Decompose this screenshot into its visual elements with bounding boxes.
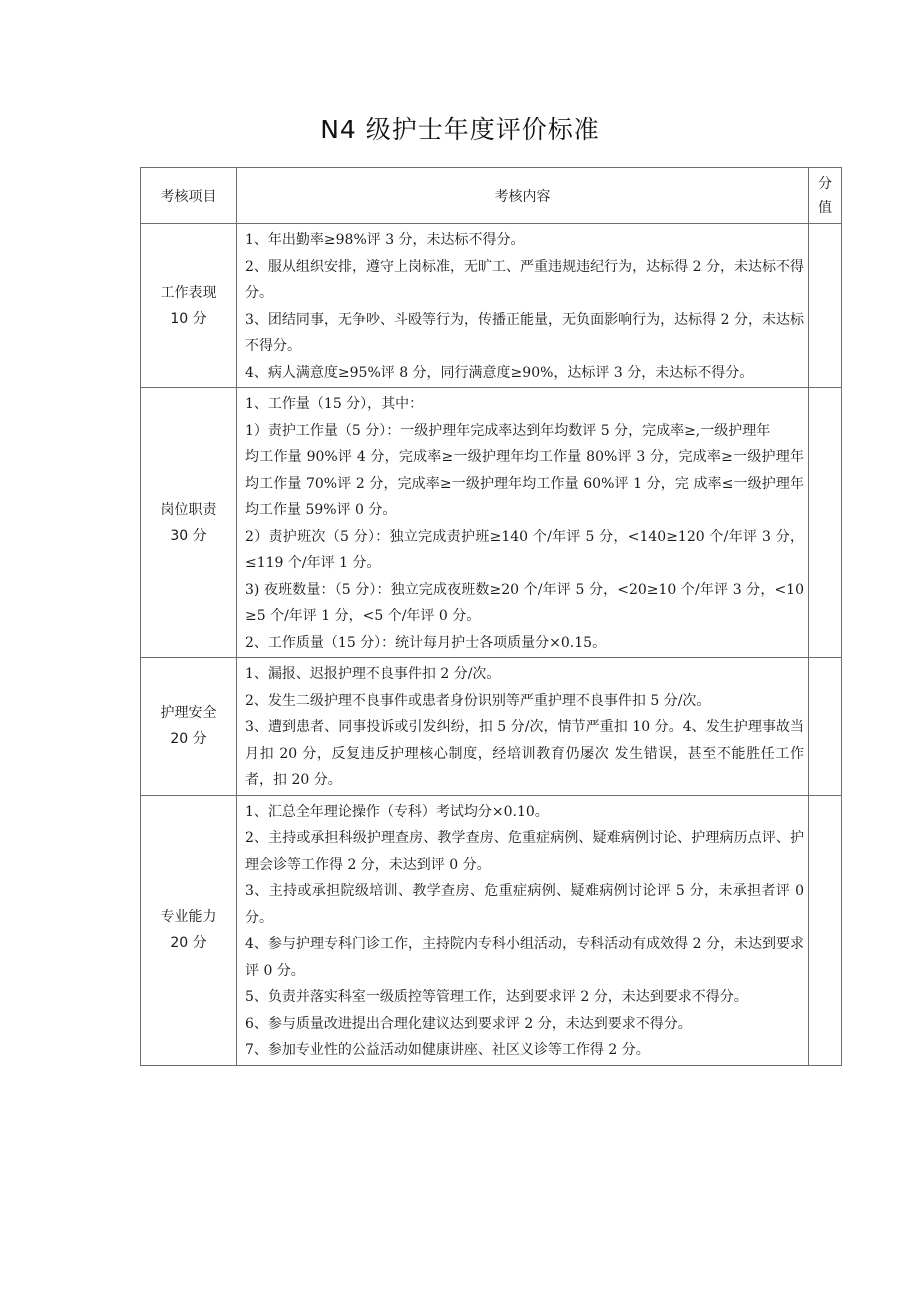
item-cell [141,388,237,658]
content-cell [237,224,809,388]
content-cell [237,658,809,796]
criteria-line: 3、遭到患者、同事投诉或引发纠纷，扣 5 分/次，情节严重扣 10 分。4、发生护理事故当月扣 20 分，反复违反护理核心制度，经培训教育仍屡次 发生错误，甚至不能胜任工作者，扣 20 分。 [245,719,804,788]
criteria-line: 3、团结同事，无争吵、斗殴等行为，传播正能量，无负面影响行为，达标得 2 分，未达标不得分。 [245,311,804,354]
criteria-line: 2、主持或承担科级护理查房、教学查房、危重症病例、疑难病例讨论、护理病历点评、护理会诊等工作得 2 分，未达到评 0 分。 [245,830,804,873]
score-cell [809,224,842,388]
criteria-line: 1、漏报、迟报护理不良事件扣 2 分/次。 [245,666,501,682]
item-name: 工作表现 [160,284,217,301]
criteria-line: 1、汇总全年理论操作（专科）考试均分×0.10。 [245,803,549,820]
score-cell [809,795,842,1065]
header-score-line1: 分 [818,175,832,192]
criteria-line: 6、参与质量改进提出合理化建议达到要求评 2 分，未达到要求不得分。 [245,1015,692,1032]
content-cell [237,388,809,658]
page-title: N4 级护士年度评价标准 [320,115,600,144]
header-item: 考核项目 [141,168,237,224]
header-score [809,168,842,224]
score-cell [809,388,842,658]
criteria-line: 5、负责并落实科室一级质控等管理工作，达到要求评 2 分，未达到要求不得分。 [245,989,748,1005]
criteria-line: 7、参加专业性的公益活动如健康讲座、社区义诊等工作得 2 分。 [245,1042,650,1058]
item-points: 10 分 [170,310,207,327]
table-row [141,658,842,796]
content-cell [237,795,809,1065]
criteria-line: 2、服从组织安排，遵守上岗标准，无旷工、严重违规违纪行为，达标得 2 分，未达标不得分。 [245,258,804,301]
item-name: 岗位职责 [160,501,217,518]
item-points: 20 分 [170,731,207,748]
item-cell [141,658,237,796]
criteria-line: 2、发生二级护理不良事件或患者身份识别等严重护理不良事件扣 5 分/次。 [245,692,711,709]
criteria-line: 均工作量 90%评 4 分，完成率≥一级护理年均工作量 80%评 3 分，完成率≥一级护理年均工作量 70%评 2 分，完成率≥一级护理年均工作量 60%评 1 分，完 成率≤一级护理年均工作量 59%评 0 分。 [245,449,804,518]
table-row [141,224,842,388]
criteria-line: 1、年出勤率≥98%评 3 分，未达标不得分。 [245,232,525,248]
item-points: 30 分 [170,527,207,544]
table-row [141,795,842,1065]
criteria-line: 1、工作量（15 分），其中： [245,396,424,412]
criteria-line: 2）责护班次（5 分）：独立完成责护班≥140 个/年评 5 分，<140≥120 个/年评 3 分，≤119 个/年评 1 分。 [245,528,804,571]
item-name: 专业能力 [160,909,217,925]
item-cell [141,795,237,1065]
criteria-line: 2、工作质量（15 分）：统计每月护士各项质量分×0.15。 [245,634,607,651]
criteria-line: 3) 夜班数量：（5 分）：独立完成夜班数≥20 个/年评 5 分，<20≥10 个/年评 3 分，<10≥5 个/年评 1 分，<5 个/年评 0 分。 [245,581,804,624]
table-header-row [141,168,842,224]
table-row [141,388,842,658]
criteria-line: 4、参与护理专科门诊工作，主持院内专科小组活动，专科活动有成效得 2 分，未达到要求评 0 分。 [245,936,804,979]
item-points: 20 分 [170,935,207,951]
item-cell [141,224,237,388]
score-cell [809,658,842,796]
criteria-line: 3、主持或承担院级培训、教学查房、危重症病例、疑难病例讨论评 5 分，未承担者评 0 分。 [245,883,804,926]
header-score-line2: 值 [818,199,832,216]
header-content: 考核内容 [237,168,809,224]
criteria-line: 4、病人满意度≥95%评 8 分，同行满意度≥90%，达标评 3 分，未达标不得分。 [245,364,754,381]
criteria-line: 1）责护工作量（5 分）：一级护理年完成率达到年均数评 5 分，完成率≥,一级护理年 [245,422,771,439]
item-name: 护理安全 [160,705,217,722]
evaluation-table [140,167,842,1066]
